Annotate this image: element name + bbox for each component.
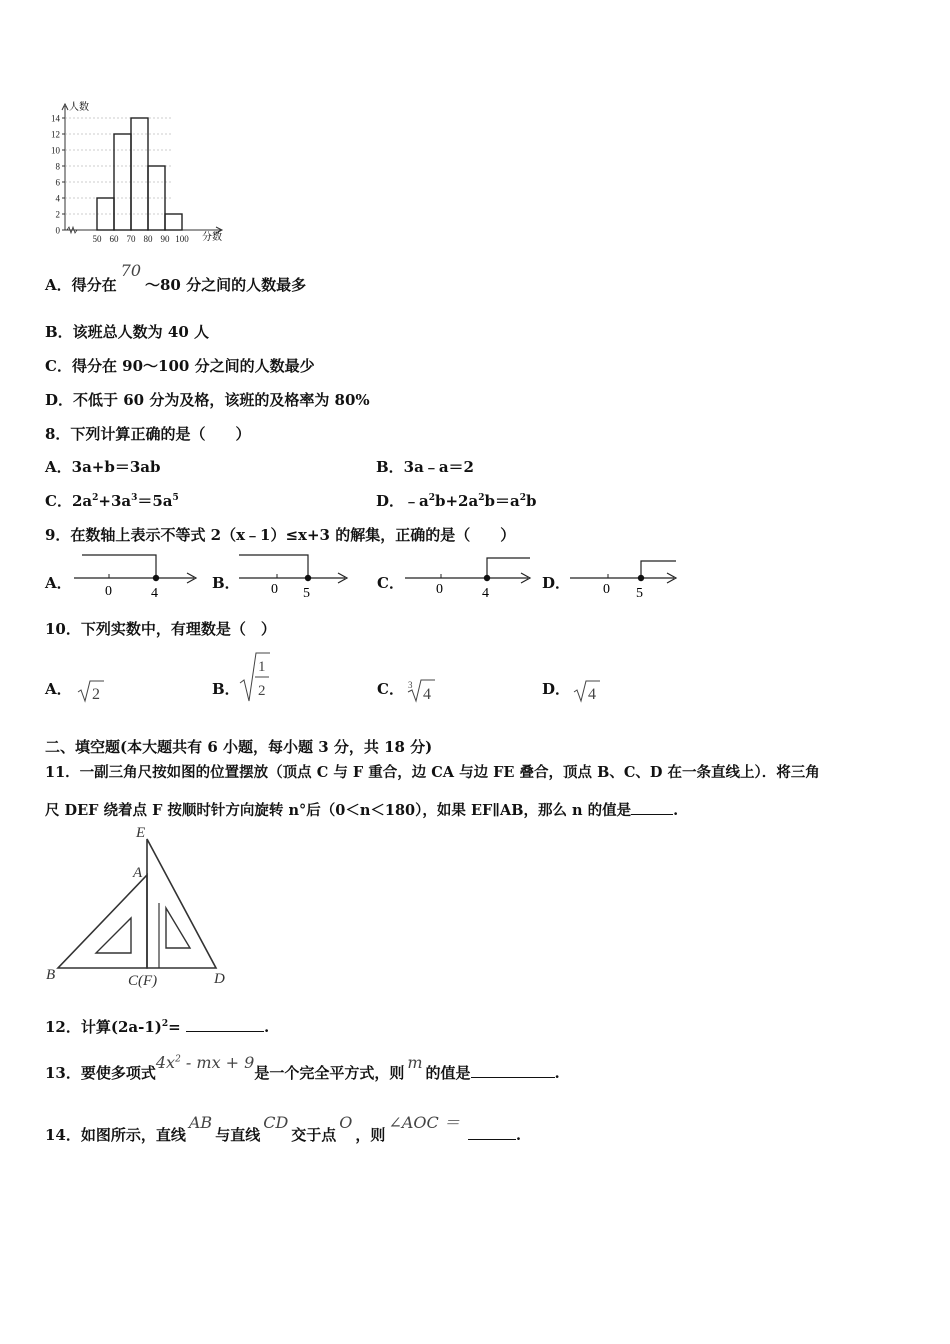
q10-stem: 10．下列实数中，有理数是（ ）	[45, 620, 276, 638]
q11-line-2-text: 尺 DEF 绕着点 F 按顺时针方向旋转 n°后（0＜n＜180），如果 EF∥AB，那么 n 的值是	[45, 802, 632, 819]
q14-mid1: 与直线	[215, 1126, 261, 1144]
q13-var-m: m	[407, 1053, 423, 1072]
q10-c-root-index: 3	[408, 680, 413, 690]
q12	[45, 1016, 269, 1037]
q8-d-exp2: 2	[478, 493, 485, 503]
histogram-chart	[45, 98, 235, 248]
q10-a-sqrt-2	[76, 678, 106, 704]
hist-y-tick-label: 8	[55, 161, 60, 172]
q9-a-num: 4	[151, 586, 158, 601]
q10-option-a-label: A．	[45, 680, 72, 698]
q8-stem-text: 8．下列计算正确的是（ ）	[45, 425, 251, 443]
hist-y-tick-label: 6	[55, 177, 60, 188]
q7-option-a-math: 70	[120, 261, 141, 280]
q14-mid3: ，则	[355, 1126, 386, 1144]
q10-d-sqrt-4	[572, 678, 602, 704]
q7-option-a-suffix: ～80 分之间的人数最多	[145, 276, 307, 294]
q9-c-num: 4	[482, 586, 489, 601]
q9-number-line-d	[568, 553, 683, 601]
q14-ab: AB	[188, 1113, 213, 1132]
q12-prefix: 12．计算(2a-1)	[45, 1018, 162, 1036]
label-a: A	[133, 865, 143, 881]
q13-poly-exp: 2	[175, 1054, 181, 1065]
q13-suffix: 的值是	[425, 1064, 471, 1082]
q7-option-c: C．得分在 90～100 分之间的人数最少	[45, 357, 315, 375]
q14-mid2: 交于点	[291, 1126, 337, 1144]
q7-option-a-prefix: A．得分在	[45, 276, 117, 294]
hist-bar	[165, 214, 182, 230]
hist-x-tick-label: 100	[175, 234, 189, 244]
histogram-plot	[51, 104, 222, 244]
q13-answer-blank[interactable]	[471, 1077, 555, 1078]
q9-number-line-b	[237, 553, 352, 601]
hist-x-tick-label: 50	[92, 234, 102, 244]
q8-d-end: b	[525, 492, 537, 510]
label-e: E	[136, 825, 146, 841]
hist-y-tick-label: 12	[51, 129, 60, 140]
hist-x-tick-label: 80	[143, 234, 153, 244]
hist-y-tick-label: 0	[55, 225, 60, 236]
q7-option-d: D．不低于 60 分为及格，该班的及格率为 80%	[45, 391, 370, 409]
q11-line-2	[45, 799, 678, 820]
q10-option-c-label: C．	[377, 680, 404, 698]
q9-a-point	[153, 575, 159, 581]
q12-end: .	[263, 1018, 270, 1036]
q9-b-num: 5	[303, 586, 310, 601]
q9-option-d-label: D．	[542, 574, 571, 592]
q10-option-b-label: B．	[212, 680, 240, 698]
q10-b-sqrt-half	[238, 651, 272, 705]
q9-option-c-label: C．	[377, 574, 404, 592]
q9-d-point	[638, 575, 644, 581]
q14	[45, 1113, 522, 1145]
q13-poly-a: 4x	[155, 1053, 176, 1072]
q8-c-exp2: 3	[131, 493, 138, 503]
q14-end: .	[515, 1126, 522, 1144]
q13-middle: 是一个完全平方式，则	[254, 1064, 405, 1082]
histogram-y-title: 人数	[69, 102, 89, 113]
q10-c-radicand: 4	[423, 686, 431, 703]
q8-stem	[45, 423, 250, 444]
hist-y-tick-label: 4	[55, 193, 60, 204]
q12-eq: =	[168, 1018, 181, 1036]
q9-c-point	[484, 575, 490, 581]
q9-d-zero: 0	[603, 582, 610, 597]
q12-answer-blank[interactable]	[186, 1031, 264, 1032]
q13	[45, 1053, 560, 1083]
q10-b-denominator: 2	[258, 683, 266, 699]
q10-option-d-label: D．	[542, 680, 571, 698]
q10-d-radical-sign	[574, 681, 600, 701]
section-2-title: 二、填空题(本大题共有 6 小题，每小题 3 分，共 18 分)	[45, 738, 433, 756]
q14-cd: CD	[263, 1113, 289, 1132]
q8-d-mid2: b＝a	[484, 492, 520, 510]
q9-a-shade	[82, 555, 156, 578]
q8-option-a: A．3a+b＝3ab	[45, 458, 161, 476]
q8-c-exp1: 2	[92, 493, 99, 503]
q13-end: .	[554, 1064, 560, 1082]
q10-d-radicand: 4	[588, 686, 596, 703]
q9-d-num: 5	[636, 586, 643, 601]
hist-y-tick-label: 2	[55, 209, 60, 220]
q9-c-zero: 0	[436, 582, 443, 597]
q8-d-mid1: b+2a	[435, 492, 479, 510]
q14-answer-blank[interactable]	[468, 1139, 516, 1140]
q9-option-a-label: A．	[45, 574, 72, 592]
q10-c-cbrt-4	[405, 676, 437, 704]
q12-exp: 2	[161, 1019, 169, 1029]
label-cf: C(F)	[128, 973, 158, 989]
q8-c-label: C．2a	[45, 492, 93, 510]
q10-a-radical-sign	[78, 681, 104, 701]
q8-option-c	[45, 490, 179, 511]
hist-y-tick-label: 14	[51, 113, 60, 124]
q8-d-exp1: 2	[428, 493, 435, 503]
q11-answer-blank[interactable]	[631, 814, 673, 815]
hist-x-tick-label: 60	[109, 234, 119, 244]
q11-line-1: 11．一副三角尺按如图的位置摆放（顶点 C 与 F 重合，边 CA 与边 FE 叠合，顶点 B、C、D 在一条直线上）．将三角	[45, 764, 820, 781]
label-d: D	[214, 971, 225, 987]
q10-b-numerator: 1	[258, 659, 266, 675]
q7-option-a	[45, 261, 307, 295]
q9-b-zero: 0	[271, 582, 278, 597]
q14-angle: ∠AOC ＝	[388, 1113, 460, 1132]
q8-d-label: D．﹣a	[376, 492, 429, 510]
q14-prefix: 14．如图所示，直线	[45, 1126, 186, 1144]
q9-number-line-a	[72, 553, 202, 601]
q14-o: O	[339, 1113, 353, 1132]
hist-x-tick-label: 90	[160, 234, 170, 244]
hist-y-tick-label: 10	[51, 145, 60, 156]
triangle-abc	[58, 875, 147, 968]
q7-option-b: B．该班总人数为 40 人	[45, 323, 209, 341]
q8-option-d	[376, 490, 536, 511]
q8-option-b: B．3a﹣a＝2	[376, 458, 474, 476]
q8-d-exp3: 2	[519, 493, 526, 503]
q13-prefix: 13．要使多项式	[45, 1064, 156, 1082]
label-b: B	[46, 967, 56, 983]
q9-b-point	[305, 575, 311, 581]
q11-line-2-end: .	[673, 802, 679, 819]
q9-b-shade	[239, 555, 308, 578]
q8-c-rest2: ＝5a	[137, 492, 173, 510]
q11-triangle-figure	[44, 823, 244, 993]
q8-c-exp3: 5	[172, 493, 179, 503]
histogram-x-title: 分数	[202, 232, 222, 243]
q13-polynomial	[156, 1053, 254, 1072]
q9-a-zero: 0	[105, 584, 112, 599]
hist-bar	[131, 118, 148, 230]
q9-number-line-c	[403, 553, 538, 601]
hist-x-tick-label: 70	[126, 234, 136, 244]
q13-poly-b: - mx + 9	[180, 1053, 255, 1072]
q10-a-radicand: 2	[92, 686, 100, 703]
q9-stem: 9．在数轴上表示不等式 2（x﹣1）≤x+3 的解集，正确的是（ ）	[45, 526, 516, 544]
q8-c-rest1: +3a	[98, 492, 132, 510]
q9-option-b-label: B．	[212, 574, 240, 592]
